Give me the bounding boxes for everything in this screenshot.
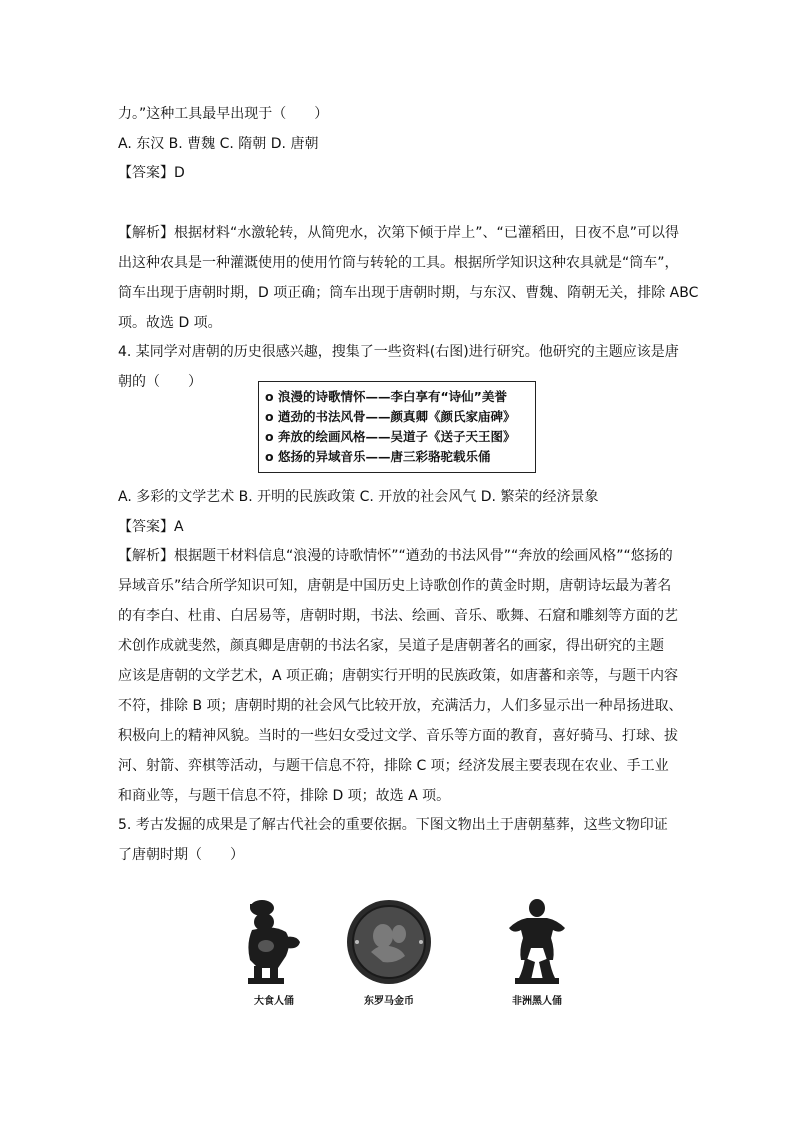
q4-analysis-line: 异域音乐”结合所学知识可知，唐朝是中国历史上诗歌创作的黄金时期，唐朝诗坛最为著名: [118, 578, 672, 594]
q5-stem-line: 了唐朝时期（ ）: [118, 847, 244, 863]
q3-stem-tail: 力。”这种工具最早出现于（ ）: [118, 106, 329, 122]
q4-analysis-line: 【解析】根据题干材料信息“浪漫的诗歌情怀”“遒劲的书法风骨”“奔放的绘画风格”“悠扬的: [118, 548, 673, 564]
q4-analysis-line: 和商业等，与题干信息不符，排除 D 项；故选 A 项。: [118, 788, 451, 804]
coin-icon: [343, 898, 435, 986]
artifact-byzantine-coin: [343, 898, 435, 1007]
material-item: o 悠扬的异域音乐——唐三彩骆驼载乐俑: [265, 449, 491, 464]
q3-analysis-line: 筒车出现于唐朝时期，D 项正确；筒车出现于唐朝时期，与东汉、曹魏、隋朝无关，排除 ABC: [118, 285, 699, 301]
q4-options: A. 多彩的文学艺术 B. 开明的民族政策 C. 开放的社会风气 D. 繁荣的经济景象: [118, 489, 599, 505]
q3-answer: 【答案】D: [118, 165, 185, 181]
q4-answer: 【答案】A: [118, 519, 184, 535]
q4-analysis-line: 不符，排除 B 项；唐朝时期的社会风气比较开放，充满活力，人们多显示出一种昂扬进取、: [118, 698, 683, 714]
q4-stem-line: 4. 某同学对唐朝的历史很感兴趣，搜集了一些资料(右图)进行研究。他研究的主题应该是唐: [118, 344, 679, 360]
artifact-label: 东罗马金币: [364, 996, 414, 1007]
material-item: o 浪漫的诗歌情怀——李白享有“诗仙”美誉: [265, 389, 507, 404]
material-item: o 遒劲的书法风骨——颜真卿《颜氏家庙碑》: [265, 409, 516, 424]
q4-analysis-line: 应该是唐朝的文学艺术，A 项正确；唐朝实行开明的民族政策，如唐蕃和亲等，与题干内容: [118, 668, 679, 684]
figurine-icon: [232, 898, 316, 986]
artifact-african-figurine: [497, 898, 577, 1007]
q4-analysis-line: 积极向上的精神风貌。当时的一些妇女受过文学、音乐等方面的教育，喜好骑马、打球、拔: [118, 728, 678, 744]
artifact-arab-figurine: [232, 898, 316, 1007]
figurine-icon: [497, 898, 577, 986]
q5-stem-line: 5. 考古发掘的成果是了解古代社会的重要依据。下图文物出土于唐朝墓葬，这些文物印证: [118, 817, 668, 833]
material-item: o 奔放的绘画风格——吴道子《送子天王图》: [265, 429, 516, 444]
artifact-label: 非洲黑人俑: [512, 996, 562, 1007]
q4-analysis-line: 的有李白、杜甫、白居易等，唐朝时期，书法、绘画、音乐、歌舞、石窟和雕刻等方面的艺: [118, 608, 678, 624]
q4-analysis-line: 河、射箭、弈棋等活动，与题干信息不符，排除 C 项；经济发展主要表现在农业、手工业: [118, 758, 669, 774]
artifact-label: 大食人俑: [254, 996, 294, 1007]
q3-analysis-line: 【解析】根据材料“水激轮转，从简兜水，次第下倾于岸上”、“已灌稻田，日夜不息”可以得: [118, 225, 680, 241]
q4-stem-line: 朝的（ ）: [118, 374, 202, 390]
q3-options: A. 东汉 B. 曹魏 C. 隋朝 D. 唐朝: [118, 136, 319, 152]
q3-analysis-line: 项。故选 D 项。: [118, 315, 222, 331]
q4-material-box: [258, 381, 536, 473]
q3-analysis-line: 出这种农具是一种灌溉使用的使用竹筒与转轮的工具。根据所学知识这种农具就是“筒车”，: [118, 255, 679, 271]
q4-analysis-line: 术创作成就斐然，颜真卿是唐朝的书法名家，吴道子是唐朝著名的画家，得出研究的主题: [118, 638, 664, 654]
